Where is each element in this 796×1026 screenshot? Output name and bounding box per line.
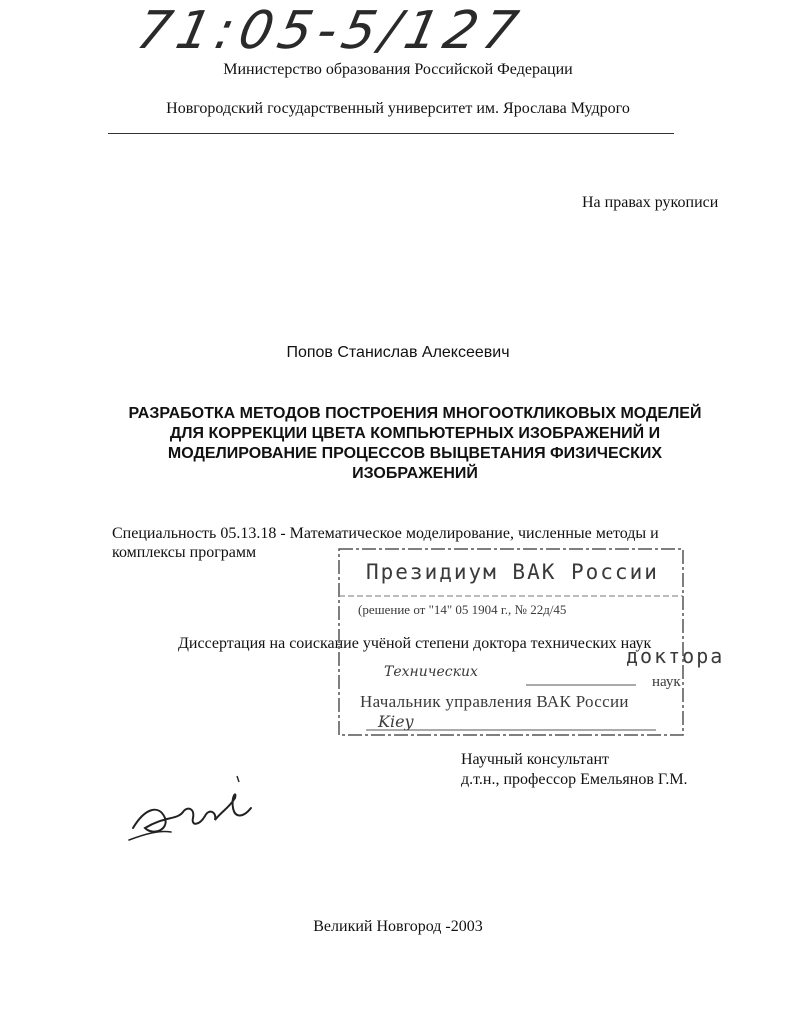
author-name: Попов Станислав Алексеевич [286, 344, 510, 361]
vak-stamp [336, 546, 725, 738]
dissertation-degree: Диссертация на соискание учёной степени доктора технических наук [178, 635, 652, 652]
manuscript-note: На правах рукописи [582, 194, 719, 211]
archive-number-handwritten: 71:05-5/127 [131, 1, 529, 61]
stamp-degree: доктора [626, 644, 725, 668]
author-signature [125, 768, 265, 848]
stamp-field-handwritten: Технических [384, 664, 478, 680]
consultant-label: Научный консультант [461, 751, 609, 768]
stamp-head: Начальник управления ВАК России [360, 692, 629, 711]
dissertation-title [100, 404, 730, 484]
header-divider [108, 133, 674, 134]
university-name: Новгородский государственный университет им. Ярослава Мудрого [166, 100, 630, 117]
stamp-decision: (решение от "14" 05 1904 г., № 22д/45 [358, 602, 567, 617]
title-line: РАЗРАБОТКА МЕТОДОВ ПОСТРОЕНИЯ МНОГООТКЛИКОВЫХ МОДЕЛЕЙ [128, 405, 702, 422]
title-line: ДЛЯ КОРРЕКЦИИ ЦВЕТА КОМПЬЮТЕРНЫХ ИЗОБРАЖЕНИЙ И [169, 425, 661, 442]
stamp-signature: Kiey [378, 712, 414, 731]
consultant-name: д.т.н., профессор Емельянов Г.М. [461, 771, 688, 788]
title-line: ИЗОБРАЖЕНИЙ [352, 465, 478, 482]
specialty-line: Специальность 05.13.18 - Математическое моделирование, численные методы и комплексы программ [112, 525, 659, 561]
stamp-science: наук [652, 674, 681, 690]
city-year: Великий Новгород -2003 [313, 918, 483, 935]
title-line: МОДЕЛИРОВАНИЕ ПРОЦЕССОВ ВЫЦВЕТАНИЯ ФИЗИЧЕСКИХ [167, 445, 663, 462]
ministry-name: Министерство образования Российской Федерации [223, 61, 573, 78]
stamp-title: Президиум ВАК России [366, 560, 659, 584]
scientific-consultant [461, 750, 688, 790]
